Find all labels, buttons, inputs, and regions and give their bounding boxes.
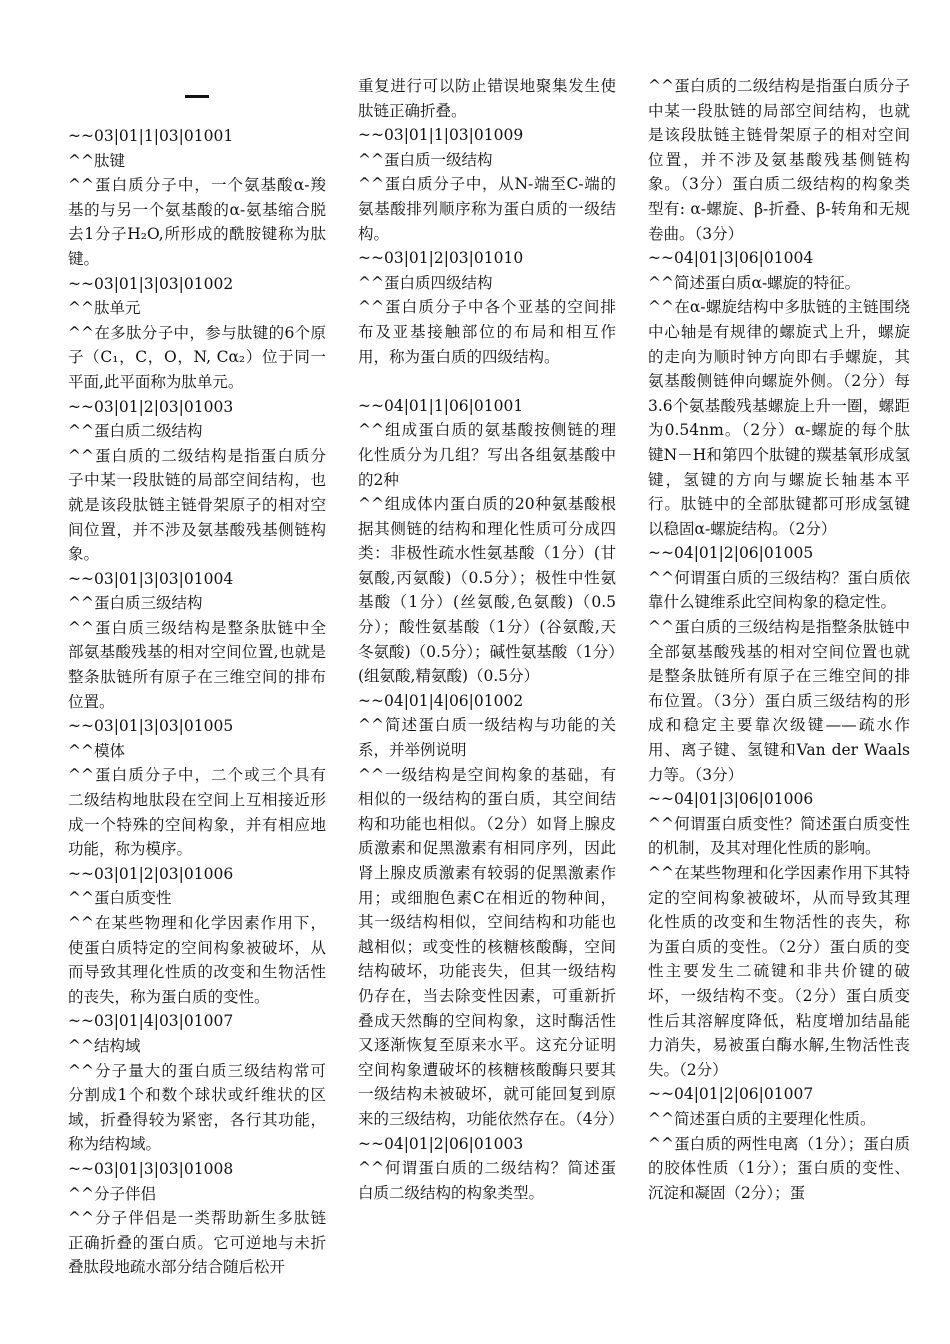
question-id: ~~04|01|3|06|01004	[648, 249, 814, 268]
question-id: ~~03|01|3|03|01002	[68, 274, 234, 293]
answer-text: ^^蛋白质分子中，从N-端至C-端的氨基酸排列顺序称为蛋白质的一级结构。	[358, 175, 616, 243]
answer-text: ^^结构域	[68, 1036, 141, 1055]
question-id: ~~04|01|2|06|01003	[358, 1134, 524, 1153]
answer-text: ^^分子量大的蛋白质三级结构常可分割成1个和数个球状或纤维状的区域，折叠得较为紧密，各行其功能，称为结构域。	[68, 1061, 326, 1154]
blank-line	[358, 369, 616, 394]
heading-dash	[185, 95, 209, 98]
answer-text: 重复进行可以防止错误地聚集发生使肽链正确折叠。	[358, 77, 616, 120]
answer-text: ^^肽键	[68, 151, 125, 170]
text-column-right	[648, 74, 910, 1205]
answer-text: ^^蛋白质的两性电离（1分）；蛋白质的胶体性质（1分）；蛋白质的变性、沉淀和凝固（2分）；蛋	[648, 1134, 910, 1202]
question-id: ~~04|01|3|06|01006	[648, 790, 814, 809]
question-id: ~~03|01|2|03|01003	[68, 397, 234, 416]
answer-text: ^^蛋白质的二级结构是指蛋白质分子中某一段肽链的局部空间结构，也就是该段肽链主链骨架原子的相对空间位置，并不涉及氨基酸残基侧链构象。（3分）蛋白质二级结构的构象类型有: α-螺旋、β-折叠、β-转角和无规卷曲。（3分）	[648, 77, 910, 243]
answer-text: ^^简述蛋白质的主要理化性质。	[648, 1109, 876, 1128]
answer-text: ^^蛋白质的二级结构是指蛋白质分子中某一段肽链的局部空间结构，也就是该段肽链主链骨架原子的相对空间位置，并不涉及氨基酸残基侧链构象。	[68, 446, 326, 564]
question-id: ~~03|01|1|03|01009	[358, 126, 524, 145]
answer-text: ^^一级结构是空间构象的基础，有相似的一级结构的蛋白质，其空间结构和功能也相似。（2分）如肾上腺皮质激素和促黑激素有相同序列，因此肾上腺皮质激素有较弱的促黑激素作用；或细胞色素C在相近的物种间，其一级结构相似，空间结构和功能也越相似；或变性的核糖核酸酶，空间结构破坏，功能丧失，但其一级结构仍存在，当去除变性因素，可重新折叠成天然酶的空间构象，这时酶活性又逐渐恢复至原来水平。这充分证明空间构象遭破坏的核糖核酸酶只要其一级结构未被破坏，就可能回复到原来的三级结构，功能依然存在。（4分）	[358, 765, 624, 1128]
question-id: ~~04|01|2|06|01007	[648, 1085, 814, 1104]
question-id: ~~03|01|3|03|01008	[68, 1159, 234, 1178]
answer-text: ^^蛋白质三级结构	[68, 594, 203, 613]
answer-text: ^^蛋白质变性	[68, 889, 172, 908]
text-column-middle	[358, 74, 624, 1205]
answer-text: ^^模体	[68, 741, 125, 760]
question-id: ~~04|01|1|06|01001	[358, 396, 524, 415]
answer-text: ^^蛋白质分子中各个亚基的空间排布及亚基接触部位的布局和相互作用，称为蛋白质的四级结构。	[358, 298, 616, 366]
question-id: ~~04|01|4|06|01002	[358, 691, 524, 710]
text-column-left	[68, 124, 326, 1280]
answer-text: ^^蛋白质分子中，一个氨基酸α-羧基的与另一个氨基酸的α-氨基缩合脱去1分子H₂O,所形成的酰胺键称为肽键。	[68, 176, 326, 268]
question-id: ~~04|01|2|06|01005	[648, 544, 814, 563]
answer-text: ^^分子伴侣	[68, 1184, 156, 1203]
answer-text: ^^组成体内蛋白质的20种氨基酸根据其侧链的结构和理化性质可分成四类：非极性疏水性氨基酸（1分）(甘氨酸,丙氨酸)（0.5分）；极性中性氨基酸（1分）(丝氨酸,色氨酸)（0.5分）；酸性氨基酸（1分）(谷氨酸,天冬氨酸)（0.5分）；碱性氨基酸（1分）(组氨酸,精氨酸)（0.5分）	[358, 495, 616, 686]
answer-text: ^^蛋白质一级结构	[358, 150, 493, 169]
question-id: ~~03|01|2|03|01010	[358, 249, 524, 268]
answer-text: ^^分子伴侣是一类帮助新生多肽链正确折叠的蛋白质。它可逆地与未折叠肽段地疏水部分结合随后松开	[68, 1209, 326, 1277]
answer-text: ^^简述蛋白质一级结构与功能的关系，并举例说明	[358, 716, 616, 760]
answer-text: ^^在多肽分子中，参与肽键的6个原子（C₁，C，O，N, Cα₂）位于同一平面,此平面称为肽单元。	[68, 323, 326, 391]
answer-text: ^^蛋白质的三级结构是指整条肽链中全部氨基酸残基的相对空间位置也就是整条肽链所有原子在三维空间的排布位置。（3分）蛋白质三级结构的形成和稳定主要靠次级键——疏水作用、离子键、氢键和Van der Waals力等。（3分）	[648, 618, 910, 784]
question-id: ~~03|01|2|03|01006	[68, 864, 234, 883]
answer-text: ^^在某些物理和化学因素作用下，使蛋白质特定的空间构象被破坏，从而导致其理化性质的改变和生物活性的丧失，称为蛋白质的变性。	[68, 914, 326, 1006]
answer-text: ^^组成蛋白质的氨基酸按侧链的理化性质分为几组？写出各组氨基酸中的2种	[358, 421, 616, 489]
answer-text: ^^肽单元	[68, 299, 141, 318]
question-id: ~~03|01|4|03|01007	[68, 1012, 234, 1031]
answer-text: ^^蛋白质二级结构	[68, 422, 203, 441]
answer-text: ^^何谓蛋白质的二级结构？简述蛋白质二级结构的构象类型。	[358, 1159, 616, 1202]
answer-text: ^^简述蛋白质α-螺旋的特征。	[648, 273, 861, 292]
question-id: ~~03|01|1|03|01001	[68, 127, 234, 145]
answer-text: ^^蛋白质分子中，二个或三个具有二级结构地肽段在空间上互相接近形成一个特殊的空间构象，并有相应地功能，称为模序。	[68, 766, 326, 859]
answer-text: ^^在α-螺旋结构中多肽链的主链围绕中心轴是有规律的螺旋式上升，螺旋的走向为顺时钟方向即右手螺旋，其氨基酸侧链伸向螺旋外侧。（2分）每3.6个氨基酸残基螺旋上升一圈，螺距为0.54nm。（2分）α-螺旋的每个肽键N－H和第四个肽键的羰基氧形成氢键，氢键的方向与螺旋长轴基本平行。肽链中的全部肽键都可形成氢键以稳固α-螺旋结构。（2分）	[648, 298, 910, 538]
question-id: ~~03|01|3|03|01005	[68, 717, 234, 736]
answer-text: ^^蛋白质三级结构是整条肽链中全部氨基酸残基的相对空间位置,也就是整条肽链所有原子在三维空间的排布位置。	[68, 618, 326, 711]
answer-text: ^^在某些物理和化学因素作用下其特定的空间构象被破坏，从而导致其理化性质的改变和生物活性的丧失，称为蛋白质的变性。（2分）蛋白质的变性主要发生二硫键和非共价键的破坏，一级结构不变。（2分）蛋白质变性后其溶解度降低，粘度增加结晶能力消失，易被蛋白酶水解,生物活性丧失。（2分）	[648, 864, 910, 1079]
answer-text: ^^蛋白质四级结构	[358, 273, 493, 292]
answer-text: ^^何谓蛋白质的三级结构？蛋白质依靠什么键维系此空间构象的稳定性。	[648, 568, 910, 612]
answer-text: ^^何谓蛋白质变性？简述蛋白质变性的机制，及其对理化性质的影响。	[648, 814, 910, 858]
question-id: ~~03|01|3|03|01004	[68, 569, 234, 588]
